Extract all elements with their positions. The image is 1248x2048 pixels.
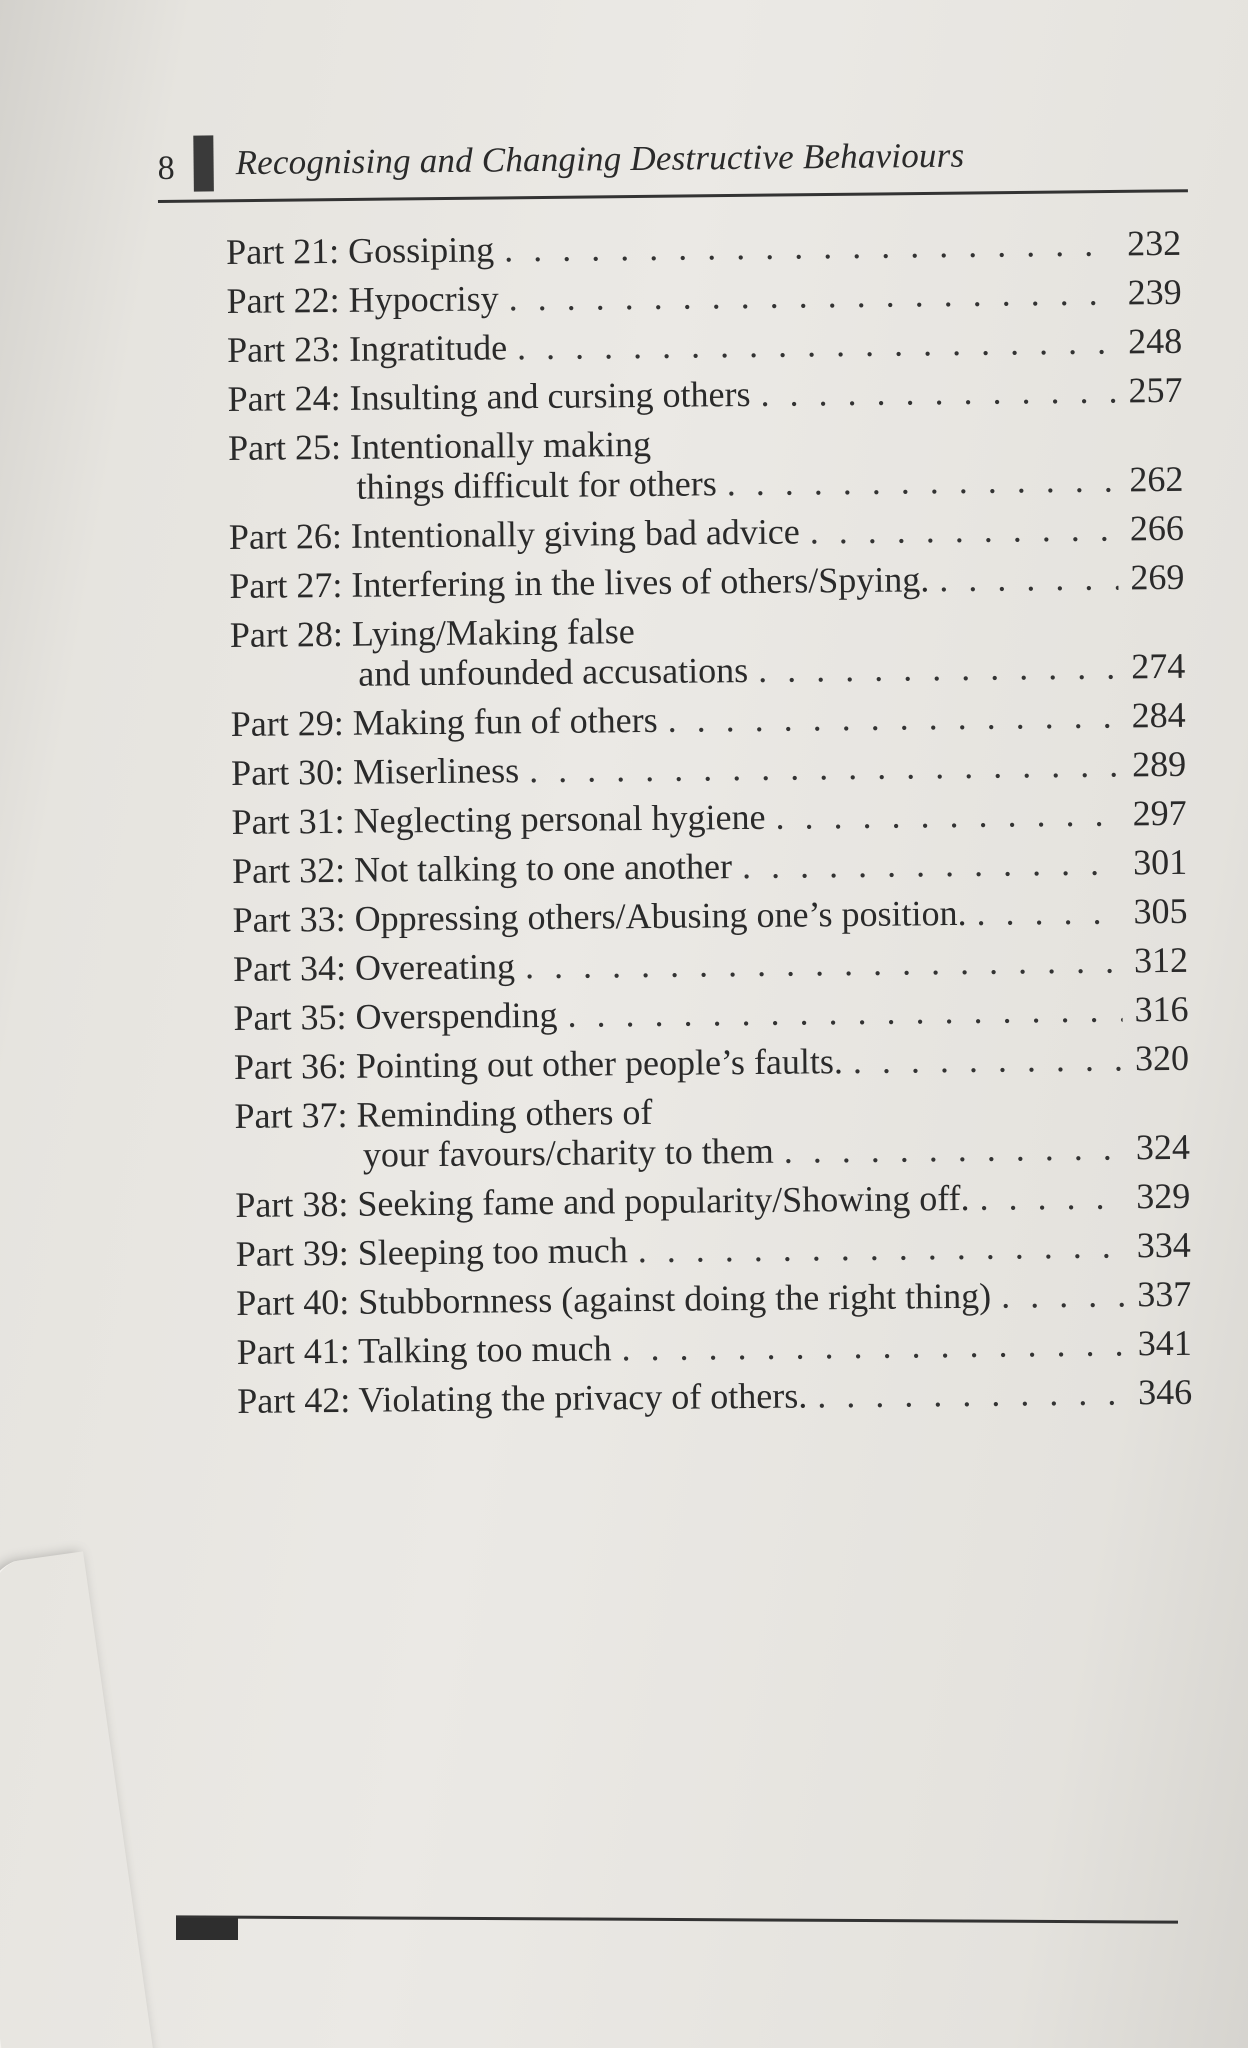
toc-page-number: 320 (1134, 1037, 1190, 1079)
toc-entry-title: Part 41: Talking too much (236, 1328, 612, 1372)
dot-leader (976, 891, 1121, 932)
dot-leader (727, 459, 1118, 503)
toc-entry-title: Part 21: Gossiping (226, 229, 495, 272)
toc-page-number: 329 (1136, 1175, 1191, 1217)
toc-page-number: 284 (1131, 694, 1186, 736)
dot-leader (638, 1225, 1125, 1270)
toc-entry-title: Part 23: Ingratitude (226, 327, 508, 370)
footer-block (176, 1918, 238, 1940)
table-of-contents (226, 223, 1192, 1430)
toc-entry-title: Part 29: Making fun of others (230, 699, 658, 744)
toc-entry (234, 1087, 1190, 1176)
toc-entry-title-continued: things difficult for others (356, 463, 717, 507)
toc-page-number: 239 (1127, 271, 1182, 313)
dot-leader (621, 1323, 1126, 1368)
toc-entry (227, 370, 1182, 419)
toc-page-number: 269 (1130, 556, 1185, 598)
toc-entry-title: Part 33: Oppressing others/Abusing one’s position. (232, 892, 967, 940)
toc-page-number: 248 (1127, 320, 1183, 362)
dot-leader (529, 744, 1120, 790)
toc-entry (226, 223, 1181, 272)
page-curl (0, 1551, 155, 2048)
toc-entry (237, 1323, 1192, 1372)
dot-leader (775, 793, 1121, 836)
dot-leader (1001, 1274, 1125, 1315)
toc-entry-title: Part 25: Intentionally making (227, 423, 652, 468)
toc-entry-title: Part 35: Overspending (233, 994, 558, 1038)
toc-entry-title-continued: and unfounded accusations (358, 650, 749, 694)
page-number: 8 (157, 149, 175, 188)
header-bar (193, 135, 214, 191)
toc-page-number: 324 (1135, 1126, 1191, 1168)
dot-leader (525, 940, 1122, 986)
toc-entry (231, 695, 1186, 744)
toc-page-number: 257 (1128, 369, 1183, 411)
dot-leader (817, 1372, 1126, 1415)
toc-entry (233, 989, 1188, 1038)
toc-entry-title: Part 32: Not talking to one another (231, 846, 733, 891)
dot-leader (760, 370, 1116, 413)
dot-leader (504, 223, 1115, 269)
dot-leader (810, 508, 1118, 551)
toc-entry (229, 508, 1184, 557)
toc-entry (230, 606, 1186, 695)
toc-page-number: 262 (1129, 458, 1184, 500)
toc-page-number: 305 (1133, 890, 1188, 932)
toc-entry-title: Part 24: Insulting and cursing others (227, 373, 751, 419)
toc-entry (232, 842, 1187, 891)
toc-entry-title: Part 42: Violating the privacy of others. (237, 1375, 808, 1421)
toc-page-number: 289 (1131, 743, 1187, 785)
toc-page-number: 341 (1137, 1322, 1192, 1364)
dot-leader (784, 1127, 1124, 1170)
dot-leader (508, 272, 1115, 318)
toc-entry (232, 891, 1187, 940)
toc-entry (231, 744, 1186, 793)
dot-leader (939, 557, 1119, 599)
toc-entry-title: Part 40: Stubbornness (against doing the right thing) (236, 1275, 992, 1323)
toc-entry-title: Part 26: Intentionally giving bad advice (228, 511, 800, 557)
toc-page-number: 337 (1137, 1273, 1192, 1315)
dot-leader (667, 695, 1119, 739)
toc-page-number: 274 (1131, 645, 1186, 687)
toc-entry-title: Part 34: Overeating (232, 946, 516, 989)
toc-entry-title: Part 39: Sleeping too much (235, 1230, 628, 1274)
toc-entry-title: Part 37: Reminding others of (234, 1091, 653, 1136)
toc-page-number: 266 (1129, 507, 1185, 549)
toc-page-number: 316 (1134, 988, 1189, 1030)
footer-rule (176, 1915, 1178, 1923)
toc-entry-title: Part 30: Miserliness (231, 750, 520, 793)
toc-page-number: 312 (1133, 939, 1189, 981)
toc-entry-title: Part 31: Neglecting personal hygiene (231, 796, 766, 842)
toc-entry (237, 1372, 1192, 1421)
toc-page-number: 346 (1137, 1371, 1193, 1413)
toc-entry-title: Part 27: Interfering in the lives of others/Spying. (229, 559, 930, 606)
toc-entry (229, 557, 1184, 606)
toc-entry (228, 419, 1184, 508)
running-title: Recognising and Changing Destructive Behaviours (235, 135, 965, 183)
dot-leader (742, 842, 1121, 886)
toc-entry (227, 321, 1182, 370)
toc-entry (234, 1038, 1189, 1087)
toc-entry (235, 1176, 1190, 1225)
toc-entry-title: Part 28: Lying/Making false (229, 611, 635, 655)
running-header (157, 119, 1188, 203)
toc-page-number: 301 (1132, 841, 1188, 883)
toc-entry-title-continued: your favours/charity to them (362, 1130, 774, 1175)
toc-entry (226, 272, 1181, 321)
toc-page-number: 232 (1126, 222, 1182, 264)
toc-page-number: 297 (1132, 792, 1187, 834)
dot-leader (758, 646, 1119, 689)
toc-entry (236, 1225, 1191, 1274)
toc-entry (233, 940, 1188, 989)
dot-leader (567, 989, 1122, 1034)
dot-leader (979, 1176, 1124, 1217)
toc-entry (231, 793, 1186, 842)
dot-leader (517, 321, 1116, 367)
toc-entry-title: Part 36: Pointing out other people’s faults. (233, 1041, 844, 1087)
toc-entry (236, 1274, 1191, 1323)
toc-entry-title: Part 22: Hypocrisy (226, 278, 499, 321)
toc-page-number: 334 (1136, 1224, 1191, 1266)
dot-leader (853, 1038, 1123, 1081)
toc-entry-title: Part 38: Seeking fame and popularity/Showing off. (235, 1177, 970, 1225)
